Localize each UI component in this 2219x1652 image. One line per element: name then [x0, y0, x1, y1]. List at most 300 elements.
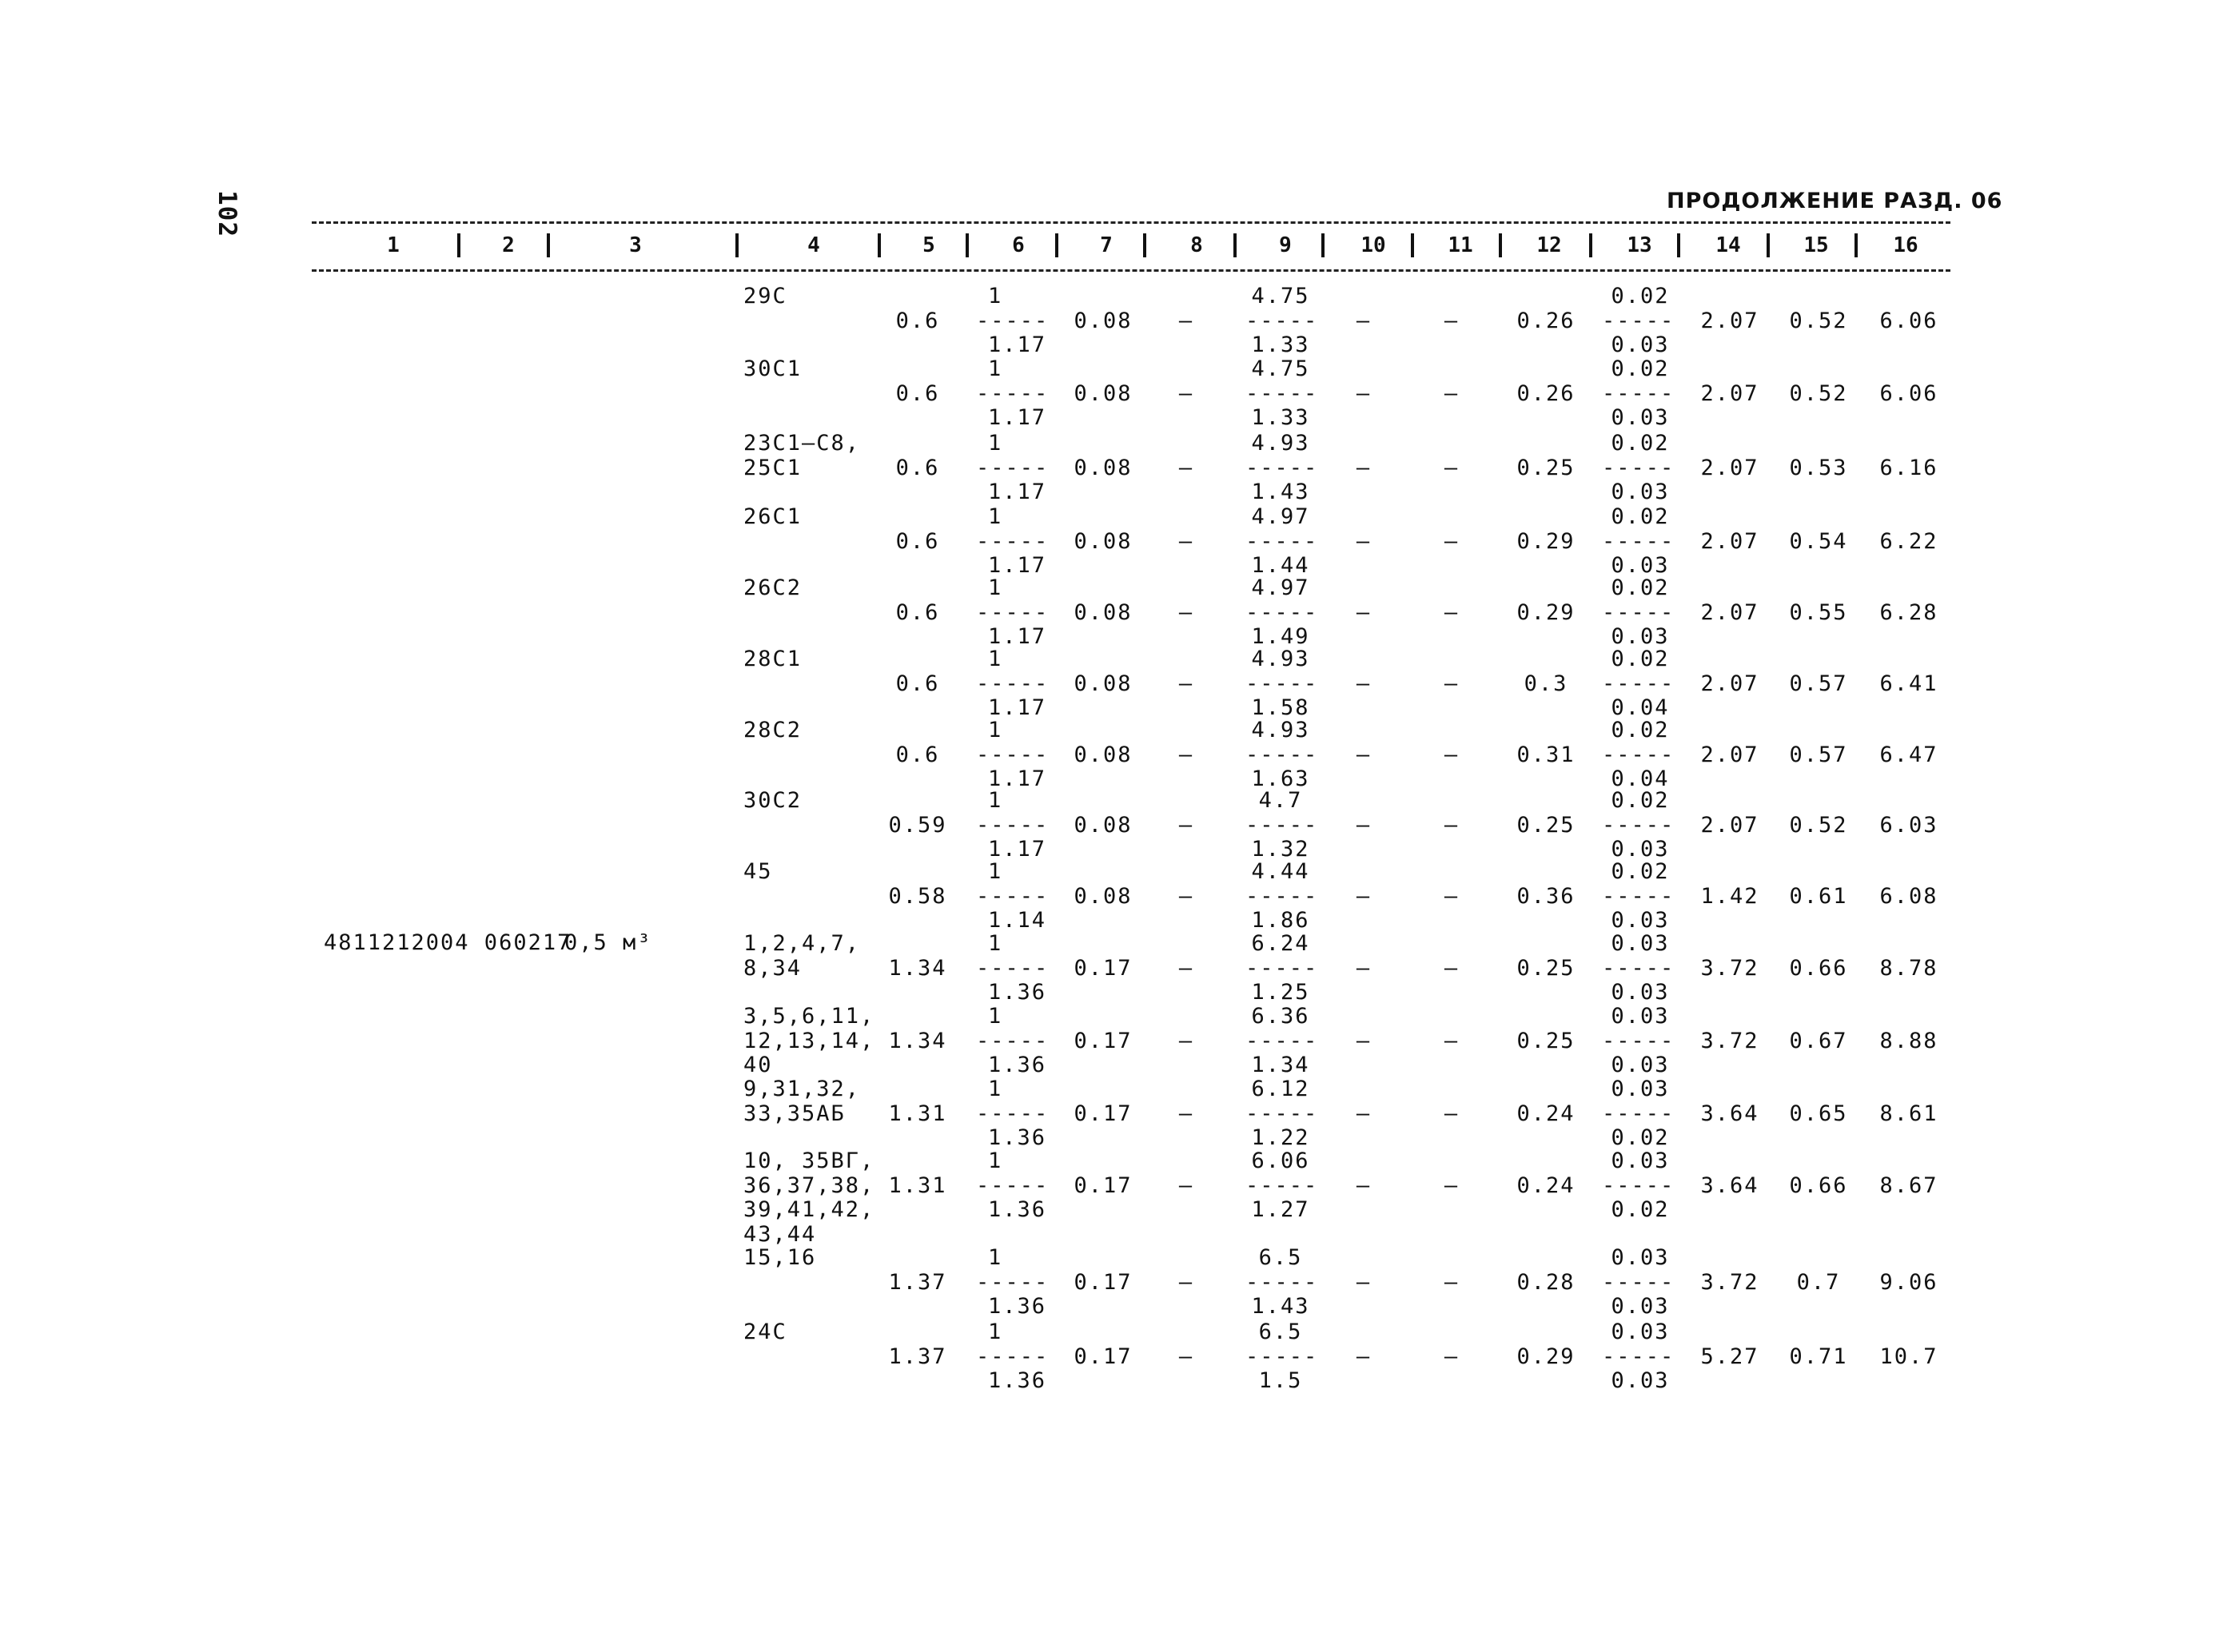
- row-label: 24С: [743, 1320, 787, 1344]
- fraction-bar: -----: [1245, 309, 1319, 333]
- cell-col6-denominator: 1.36: [988, 1125, 1047, 1150]
- cell-col6-denominator: 1.36: [988, 1368, 1047, 1393]
- cell-col14: 2.07: [1700, 671, 1759, 696]
- cell-col6-numerator: 1: [988, 575, 1003, 600]
- cell-col7: 0.08: [1074, 813, 1133, 838]
- cell-col16: 6.06: [1879, 381, 1938, 406]
- cell-col8: –: [1178, 1101, 1194, 1126]
- cell-col10: –: [1356, 956, 1372, 981]
- cell-col9-numerator: 4.93: [1251, 647, 1310, 671]
- cell-col12: 0.25: [1516, 456, 1576, 480]
- fraction-bar: -----: [1602, 1270, 1675, 1295]
- cell-col8: –: [1178, 600, 1194, 625]
- fraction-bar: -----: [1245, 1270, 1319, 1295]
- cell-col15: 0.57: [1789, 742, 1848, 767]
- cell-col7: 0.17: [1074, 956, 1133, 981]
- cell-col13-numerator: 0.02: [1611, 431, 1670, 456]
- cell-col6-denominator: 1.17: [988, 480, 1047, 504]
- cell-col16: 6.16: [1879, 456, 1938, 480]
- fraction-bar: -----: [1245, 671, 1319, 696]
- cell-col9-denominator: 1.33: [1251, 332, 1310, 357]
- cell-col9-denominator: 1.43: [1251, 480, 1310, 504]
- cell-col9-denominator: 1.44: [1251, 553, 1310, 578]
- cell-col10: –: [1356, 1029, 1372, 1053]
- cell-col15: 0.66: [1789, 1173, 1848, 1198]
- cell-col10: –: [1356, 381, 1372, 406]
- cell-col13-numerator: 0.03: [1611, 1320, 1670, 1344]
- cell-col9-denominator: 1.5: [1258, 1368, 1303, 1393]
- cell-col14: 5.27: [1700, 1344, 1759, 1369]
- cell-col10: –: [1356, 456, 1372, 480]
- cell-col7: 0.17: [1074, 1344, 1133, 1369]
- cell-col14: 2.07: [1700, 742, 1759, 767]
- cell-col13-numerator: 0.02: [1611, 647, 1670, 671]
- row-label: 23С1–С8,: [743, 431, 861, 456]
- fraction-bar: -----: [1245, 813, 1319, 838]
- cell-col15: 0.61: [1789, 884, 1848, 909]
- fraction-bar: -----: [976, 529, 1050, 554]
- column-separator: [1499, 233, 1502, 257]
- cell-col6-numerator: 1: [988, 788, 1003, 813]
- column-header-11: 11: [1448, 233, 1473, 257]
- cell-col11: –: [1444, 1344, 1460, 1369]
- cell-col16: 9.06: [1879, 1270, 1938, 1295]
- fraction-bar: -----: [1602, 1101, 1675, 1126]
- fraction-bar: -----: [1245, 1344, 1319, 1369]
- cell-col12: 0.31: [1516, 742, 1576, 767]
- cell-col6-numerator: 1: [988, 504, 1003, 529]
- cell-col6-numerator: 1: [988, 859, 1003, 884]
- cell-col12: 0.25: [1516, 956, 1576, 981]
- cell-col13-numerator: 0.02: [1611, 356, 1670, 381]
- cell-col5: 0.6: [895, 742, 940, 767]
- cell-col13-numerator: 0.02: [1611, 859, 1670, 884]
- cell-col15: 0.54: [1789, 529, 1848, 554]
- cell-col13-numerator: 0.02: [1611, 788, 1670, 813]
- column-header-8: 8: [1190, 233, 1203, 257]
- cell-col16: 6.03: [1879, 813, 1938, 838]
- cell-col16: 6.47: [1879, 742, 1938, 767]
- column-header-4: 4: [807, 233, 820, 257]
- cell-col13-numerator: 0.02: [1611, 284, 1670, 309]
- cell-col9-numerator: 6.06: [1251, 1148, 1310, 1173]
- fraction-bar: -----: [1602, 813, 1675, 838]
- fraction-bar: -----: [1602, 529, 1675, 554]
- fraction-bar: -----: [1245, 1173, 1319, 1198]
- cell-col13-denominator: 0.03: [1611, 553, 1670, 578]
- row-label: 30С2: [743, 788, 803, 813]
- cell-col12: 0.29: [1516, 529, 1576, 554]
- cell-col11: –: [1444, 456, 1460, 480]
- cell-col14: 3.64: [1700, 1173, 1759, 1198]
- fraction-bar: -----: [1245, 529, 1319, 554]
- cell-col15: 0.7: [1796, 1270, 1841, 1295]
- cell-col8: –: [1178, 813, 1194, 838]
- cell-col8: –: [1178, 1173, 1194, 1198]
- column-separator: [966, 233, 969, 257]
- cell-col15: 0.52: [1789, 309, 1848, 333]
- cell-col15: 0.52: [1789, 813, 1848, 838]
- fraction-bar: -----: [1245, 1101, 1319, 1126]
- page-number: 102: [213, 190, 241, 237]
- column-separator: [1055, 233, 1058, 257]
- column-separator: [457, 233, 460, 257]
- cell-col8: –: [1178, 1029, 1194, 1053]
- cell-col12: 0.3: [1524, 671, 1568, 696]
- cell-col6-numerator: 1: [988, 1077, 1003, 1101]
- cell-col16: 6.41: [1879, 671, 1938, 696]
- cell-col16: 8.67: [1879, 1173, 1938, 1198]
- cell-col12: 0.24: [1516, 1101, 1576, 1126]
- fraction-bar: -----: [1245, 456, 1319, 480]
- cell-col6-denominator: 1.17: [988, 405, 1047, 430]
- cell-col9-denominator: 1.32: [1251, 837, 1310, 862]
- cell-col7: 0.08: [1074, 309, 1133, 333]
- cell-col13-denominator: 0.03: [1611, 624, 1670, 649]
- column-header-6: 6: [1012, 233, 1025, 257]
- cell-col6-numerator: 1: [988, 647, 1003, 671]
- column-header-15: 15: [1803, 233, 1829, 257]
- cell-col8: –: [1178, 529, 1194, 554]
- column-separator: [1854, 233, 1858, 257]
- column-header-1: 1: [387, 233, 400, 257]
- cell-col5: 0.6: [895, 600, 940, 625]
- cell-col11: –: [1444, 381, 1460, 406]
- cell-col6-denominator: 1.36: [988, 1197, 1047, 1222]
- cell-col13-denominator: 0.02: [1611, 1197, 1670, 1222]
- cell-col6-denominator: 1.17: [988, 624, 1047, 649]
- column-header-5: 5: [922, 233, 935, 257]
- cell-col9-numerator: 4.75: [1251, 284, 1310, 309]
- fraction-bar: -----: [976, 381, 1050, 406]
- row-label: 1,2,4,7,: [743, 931, 861, 956]
- fraction-bar: -----: [976, 1344, 1050, 1369]
- cell-col15: 0.55: [1789, 600, 1848, 625]
- cell-col7: 0.17: [1074, 1101, 1133, 1126]
- cell-col10: –: [1356, 671, 1372, 696]
- fraction-bar: -----: [976, 1029, 1050, 1053]
- cell-col9-denominator: 1.58: [1251, 695, 1310, 720]
- cell-col10: –: [1356, 309, 1372, 333]
- fraction-bar: -----: [1245, 1029, 1319, 1053]
- cell-col13-numerator: 0.02: [1611, 504, 1670, 529]
- column-separator: [1767, 233, 1770, 257]
- cell-col7: 0.08: [1074, 742, 1133, 767]
- cell-col8: –: [1178, 742, 1194, 767]
- cell-col13-numerator: 0.03: [1611, 1245, 1670, 1270]
- column-header-12: 12: [1536, 233, 1562, 257]
- cell-col9-numerator: 4.44: [1251, 859, 1310, 884]
- cell-col13-denominator: 0.04: [1611, 766, 1670, 791]
- cell-col5: 0.6: [895, 456, 940, 480]
- fraction-bar: -----: [976, 1270, 1050, 1295]
- cell-col6-denominator: 1.14: [988, 908, 1047, 933]
- cell-col11: –: [1444, 529, 1460, 554]
- cell-col14: 3.64: [1700, 1101, 1759, 1126]
- column-separator: [735, 233, 739, 257]
- cell-col12: 0.26: [1516, 381, 1576, 406]
- cell-col7: 0.08: [1074, 529, 1133, 554]
- fraction-bar: -----: [1602, 309, 1675, 333]
- cell-col16: 8.78: [1879, 956, 1938, 981]
- cell-col9-denominator: 1.43: [1251, 1294, 1310, 1319]
- fraction-bar: -----: [1245, 742, 1319, 767]
- fraction-bar: -----: [1602, 1344, 1675, 1369]
- cell-col15: 0.65: [1789, 1101, 1848, 1126]
- cell-col13-denominator: 0.03: [1611, 1294, 1670, 1319]
- cell-col13-denominator: 0.03: [1611, 405, 1670, 430]
- cell-col12: 0.29: [1516, 600, 1576, 625]
- cell-col13-denominator: 0.03: [1611, 332, 1670, 357]
- fraction-bar: -----: [976, 956, 1050, 981]
- cell-col9-numerator: 6.12: [1251, 1077, 1310, 1101]
- cell-col12: 0.24: [1516, 1173, 1576, 1198]
- row-label: 28С2: [743, 718, 803, 742]
- cell-col6-denominator: 1.36: [988, 1053, 1047, 1077]
- cell-col12: 0.25: [1516, 1029, 1576, 1053]
- cell-col6-denominator: 1.17: [988, 332, 1047, 357]
- cell-col10: –: [1356, 742, 1372, 767]
- cell-col9-numerator: 4.7: [1258, 788, 1303, 813]
- cell-col11: –: [1444, 1101, 1460, 1126]
- cell-col10: –: [1356, 529, 1372, 554]
- cell-col15: 0.67: [1789, 1029, 1848, 1053]
- row-label: 10, 35ВГ,: [743, 1148, 875, 1173]
- cell-col8: –: [1178, 381, 1194, 406]
- fraction-bar: -----: [1602, 956, 1675, 981]
- cell-col7: 0.17: [1074, 1270, 1133, 1295]
- cell-col13-denominator: 0.03: [1611, 1368, 1670, 1393]
- column-separator: [878, 233, 881, 257]
- fraction-bar: -----: [1602, 381, 1675, 406]
- cell-col14: 3.72: [1700, 1029, 1759, 1053]
- cell-col9-numerator: 6.36: [1251, 1004, 1310, 1029]
- cell-col6-denominator: 1.17: [988, 837, 1047, 862]
- cell-col14: 2.07: [1700, 456, 1759, 480]
- cell-col7: 0.08: [1074, 884, 1133, 909]
- cell-col13-denominator: 0.03: [1611, 980, 1670, 1005]
- cell-col8: –: [1178, 309, 1194, 333]
- cell-col16: 8.61: [1879, 1101, 1938, 1126]
- fraction-bar: -----: [976, 742, 1050, 767]
- cell-col13-denominator: 0.03: [1611, 837, 1670, 862]
- cell-col5: 1.34: [888, 1029, 947, 1053]
- column-header-3: 3: [629, 233, 642, 257]
- column-header-13: 13: [1627, 233, 1652, 257]
- row-label: 45: [743, 859, 773, 884]
- cell-col14: 3.72: [1700, 956, 1759, 981]
- column-header-9: 9: [1279, 233, 1292, 257]
- cell-col6-numerator: 1: [988, 1004, 1003, 1029]
- cell-col16: 8.88: [1879, 1029, 1938, 1053]
- row-label: 26С1: [743, 504, 803, 529]
- cell-col5: 1.31: [888, 1173, 947, 1198]
- cell-col14: 2.07: [1700, 381, 1759, 406]
- cell-col5: 0.6: [895, 529, 940, 554]
- row-label: 28С1: [743, 647, 803, 671]
- cell-col5: 1.34: [888, 956, 947, 981]
- row-label: 15,16: [743, 1245, 817, 1270]
- cell-col11: –: [1444, 600, 1460, 625]
- fraction-bar: -----: [976, 456, 1050, 480]
- cell-col5: 0.58: [888, 884, 947, 909]
- cell-col10: –: [1356, 1344, 1372, 1369]
- cell-col9-numerator: 6.24: [1251, 931, 1310, 956]
- fraction-bar: -----: [1245, 600, 1319, 625]
- header-bottom-rule: [312, 269, 1950, 272]
- group-code: 4811212004 060217: [324, 930, 572, 955]
- cell-col13-numerator: 0.03: [1611, 1077, 1670, 1101]
- cell-col7: 0.17: [1074, 1029, 1133, 1053]
- cell-col11: –: [1444, 1029, 1460, 1053]
- cell-col13-denominator: 0.03: [1611, 1053, 1670, 1077]
- fraction-bar: -----: [1245, 956, 1319, 981]
- group-unit: 0,5 м³: [564, 930, 652, 955]
- cell-col5: 0.6: [895, 381, 940, 406]
- column-separator: [1143, 233, 1146, 257]
- cell-col6-numerator: 1: [988, 931, 1003, 956]
- cell-col9-denominator: 1.33: [1251, 405, 1310, 430]
- cell-col14: 2.07: [1700, 813, 1759, 838]
- cell-col6-numerator: 1: [988, 431, 1003, 456]
- cell-col12: 0.26: [1516, 309, 1576, 333]
- cell-col11: –: [1444, 309, 1460, 333]
- cell-col16: 6.08: [1879, 884, 1938, 909]
- cell-col6-denominator: 1.17: [988, 695, 1047, 720]
- cell-col11: –: [1444, 671, 1460, 696]
- cell-col6-numerator: 1: [988, 1148, 1003, 1173]
- cell-col16: 6.06: [1879, 309, 1938, 333]
- cell-col9-numerator: 4.97: [1251, 504, 1310, 529]
- cell-col8: –: [1178, 671, 1194, 696]
- cell-col6-numerator: 1: [988, 356, 1003, 381]
- cell-col10: –: [1356, 1270, 1372, 1295]
- row-label: 25С1: [743, 455, 803, 480]
- cell-col13-numerator: 0.03: [1611, 931, 1670, 956]
- column-header-14: 14: [1715, 233, 1741, 257]
- cell-col9-numerator: 4.97: [1251, 575, 1310, 600]
- row-label: 30С1: [743, 356, 803, 381]
- cell-col5: 0.6: [895, 309, 940, 333]
- cell-col13-numerator: 0.03: [1611, 1004, 1670, 1029]
- cell-col10: –: [1356, 1101, 1372, 1126]
- column-separator: [547, 233, 550, 257]
- cell-col15: 0.71: [1789, 1344, 1848, 1369]
- section-title: ПРОДОЛЖЕНИЕ РАЗД. 06: [1667, 189, 2003, 213]
- cell-col14: 1.42: [1700, 884, 1759, 909]
- cell-col9-denominator: 1.25: [1251, 980, 1310, 1005]
- cell-col11: –: [1444, 956, 1460, 981]
- cell-col8: –: [1178, 456, 1194, 480]
- row-label: 26С2: [743, 575, 803, 600]
- cell-col11: –: [1444, 1173, 1460, 1198]
- cell-col10: –: [1356, 813, 1372, 838]
- cell-col13-denominator: 0.04: [1611, 695, 1670, 720]
- header-top-rule: [312, 221, 1950, 224]
- row-label: 12,13,14,: [743, 1028, 875, 1053]
- cell-col11: –: [1444, 742, 1460, 767]
- fraction-bar: -----: [1602, 600, 1675, 625]
- cell-col12: 0.25: [1516, 813, 1576, 838]
- fraction-bar: -----: [976, 309, 1050, 333]
- column-separator: [1589, 233, 1592, 257]
- fraction-bar: -----: [1602, 1029, 1675, 1053]
- cell-col5: 0.59: [888, 813, 947, 838]
- row-label: 39,41,42,: [743, 1197, 875, 1222]
- fraction-bar: -----: [1602, 456, 1675, 480]
- cell-col16: 10.7: [1879, 1344, 1938, 1369]
- column-separator: [1411, 233, 1414, 257]
- cell-col7: 0.08: [1074, 671, 1133, 696]
- row-label: 40: [743, 1053, 773, 1077]
- column-separator: [1677, 233, 1680, 257]
- row-label: 33,35АБ: [743, 1101, 846, 1126]
- cell-col7: 0.08: [1074, 381, 1133, 406]
- cell-col8: –: [1178, 1270, 1194, 1295]
- column-header-7: 7: [1100, 233, 1113, 257]
- row-label: 9,31,32,: [743, 1077, 861, 1101]
- cell-col10: –: [1356, 884, 1372, 909]
- column-header-10: 10: [1360, 233, 1386, 257]
- cell-col8: –: [1178, 884, 1194, 909]
- row-label: 29С: [743, 284, 787, 309]
- column-separator: [1233, 233, 1237, 257]
- cell-col9-denominator: 1.63: [1251, 766, 1310, 791]
- cell-col8: –: [1178, 1344, 1194, 1369]
- row-label: 3,5,6,11,: [743, 1004, 875, 1029]
- cell-col6-numerator: 1: [988, 1245, 1003, 1270]
- cell-col5: 1.37: [888, 1270, 947, 1295]
- cell-col5: 1.37: [888, 1344, 947, 1369]
- cell-col13-numerator: 0.02: [1611, 718, 1670, 742]
- cell-col6-denominator: 1.17: [988, 553, 1047, 578]
- fraction-bar: -----: [1602, 671, 1675, 696]
- cell-col5: 1.31: [888, 1101, 947, 1126]
- cell-col6-numerator: 1: [988, 1320, 1003, 1344]
- cell-col12: 0.29: [1516, 1344, 1576, 1369]
- fraction-bar: -----: [976, 884, 1050, 909]
- cell-col9-denominator: 1.27: [1251, 1197, 1310, 1222]
- cell-col9-numerator: 6.5: [1258, 1245, 1303, 1270]
- fraction-bar: -----: [976, 1173, 1050, 1198]
- cell-col11: –: [1444, 1270, 1460, 1295]
- row-label: 43,44: [743, 1221, 817, 1247]
- cell-col7: 0.17: [1074, 1173, 1133, 1198]
- cell-col14: 3.72: [1700, 1270, 1759, 1295]
- fraction-bar: -----: [976, 813, 1050, 838]
- cell-col9-denominator: 1.22: [1251, 1125, 1310, 1150]
- cell-col14: 2.07: [1700, 600, 1759, 625]
- cell-col11: –: [1444, 884, 1460, 909]
- cell-col7: 0.08: [1074, 600, 1133, 625]
- cell-col9-numerator: 6.5: [1258, 1320, 1303, 1344]
- cell-col9-numerator: 4.93: [1251, 431, 1310, 456]
- row-label: 8,34: [743, 955, 803, 981]
- cell-col10: –: [1356, 1173, 1372, 1198]
- cell-col6-numerator: 1: [988, 718, 1003, 742]
- cell-col15: 0.66: [1789, 956, 1848, 981]
- fraction-bar: -----: [1245, 381, 1319, 406]
- cell-col15: 0.53: [1789, 456, 1848, 480]
- cell-col13-denominator: 0.03: [1611, 480, 1670, 504]
- cell-col13-denominator: 0.03: [1611, 908, 1670, 933]
- cell-col16: 6.22: [1879, 529, 1938, 554]
- cell-col6-numerator: 1: [988, 284, 1003, 309]
- cell-col9-denominator: 1.86: [1251, 908, 1310, 933]
- fraction-bar: -----: [976, 1101, 1050, 1126]
- column-separator: [1321, 233, 1325, 257]
- cell-col9-denominator: 1.34: [1251, 1053, 1310, 1077]
